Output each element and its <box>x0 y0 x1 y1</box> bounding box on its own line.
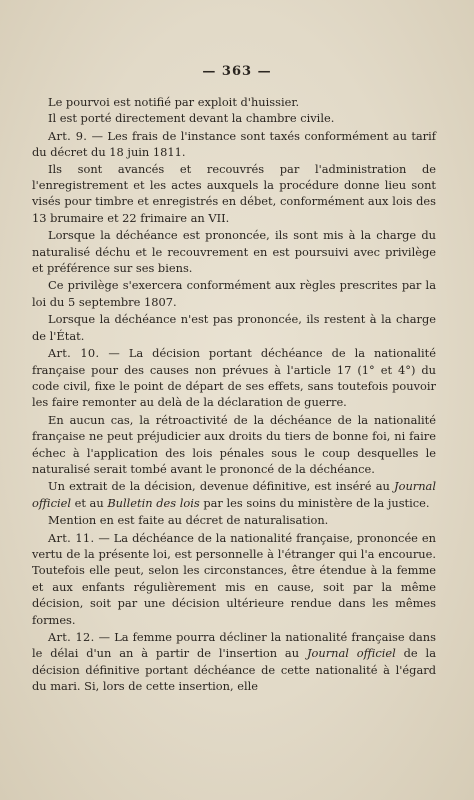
journal-officiel-title: Journal officiel <box>32 479 436 510</box>
article-12-text-after: de la décision définitive portant déchéance de cette nationalité à l'égard du mari. Si, lors de cette insertion, elle <box>32 646 436 694</box>
paragraph-privilege: Ce privilège s'exercera conformément aux règles prescrites par la loi du 5 septembre 1807. <box>32 278 436 309</box>
paragraph-decheance-prononcee: Lorsque la déchéance est prononcée, ils sont mis à la charge du naturalisé déchu et le recouvrement en est poursuivi avec privilège et préférence sur ses biens. <box>32 228 436 276</box>
paragraph-retroactivite: En aucun cas, la rétroactivité de la déchéance de la nationalité française ne peut préjudicier aux droits du tiers de bonne foi, ni faire échec à l'application des lois pénales sous le coup desquelles le naturalisé serait tombé avant le prononcé de la déchéance. <box>32 412 436 476</box>
extrait-text-before: Un extrait de la décision, devenue définitive, est inséré au <box>48 479 390 494</box>
article-10-text: — La décision portant déchéance de la nationalité française pour des causes non prévues à l'article 17 (1° et 4°) du code civil, fixe le point de départ de ses effets, sans toutefois pouvoir les faire remonter au delà de la déclaration de guerre. <box>32 346 436 410</box>
article-9-label: Art. 9. <box>48 128 88 143</box>
journal-officiel-title-2: Journal officiel <box>306 646 396 661</box>
paragraph-article-10 <box>32 345 436 411</box>
bulletin-des-lois-title: Bulletin des lois <box>107 495 200 510</box>
article-10-label: Art. 10. <box>48 346 100 361</box>
article-12-label: Art. 12. <box>48 630 95 644</box>
paragraph-extrait-decision <box>32 478 436 511</box>
paragraph-article-11 <box>32 530 436 628</box>
extrait-text-after: par les soins du ministère de la justice. <box>203 495 430 510</box>
paragraph-charge-etat: Lorsque la déchéance n'est pas prononcée, ils restent à la charge de l'État. <box>32 312 436 343</box>
page-body <box>32 94 436 695</box>
article-9-text: — Les frais de l'instance sont taxés conformément au tarif du décret du 18 juin 1811. <box>32 128 436 160</box>
extrait-text-middle: et au <box>74 495 104 510</box>
paragraph-pourvoi: Le pourvoi est notifié par exploit d'huissier. <box>48 95 300 109</box>
paragraph-chambre-civile: Il est porté directement devant la chambre civile. <box>48 111 335 126</box>
article-11-text: — La déchéance de la nationalité française, prononcée en vertu de la présente loi, est personnelle à l'étranger qui l'a encourue. Toutefois elle peut, selon les circonstances, être étendue à la femme et aux enfants régulièrement mis en cause, soit par la même décision, soit par une décision ultérieure rendue dans les mêmes formes. <box>32 530 436 627</box>
paragraph-frais-avances: Ils sont avancés et recouvrés par l'administration de l'enregistrement et les actes auxquels la procédure donne lieu sont visés pour timbre et enregistrés en débet, conformément aux lois des 13 brumaire et 22 frimaire an VII. <box>32 161 436 225</box>
paragraph-article-12 <box>32 629 436 695</box>
article-12-text-before: — La femme pourra décliner la nationalité française dans le délai d'un an à partir de l'insertion au <box>32 630 436 661</box>
article-11-label: Art. 11. <box>48 530 95 545</box>
paragraph-article-9 <box>32 128 436 161</box>
paragraph-mention-decret: Mention en est faite au décret de naturalisation. <box>48 513 329 528</box>
page-number: — 363 — <box>202 64 272 79</box>
